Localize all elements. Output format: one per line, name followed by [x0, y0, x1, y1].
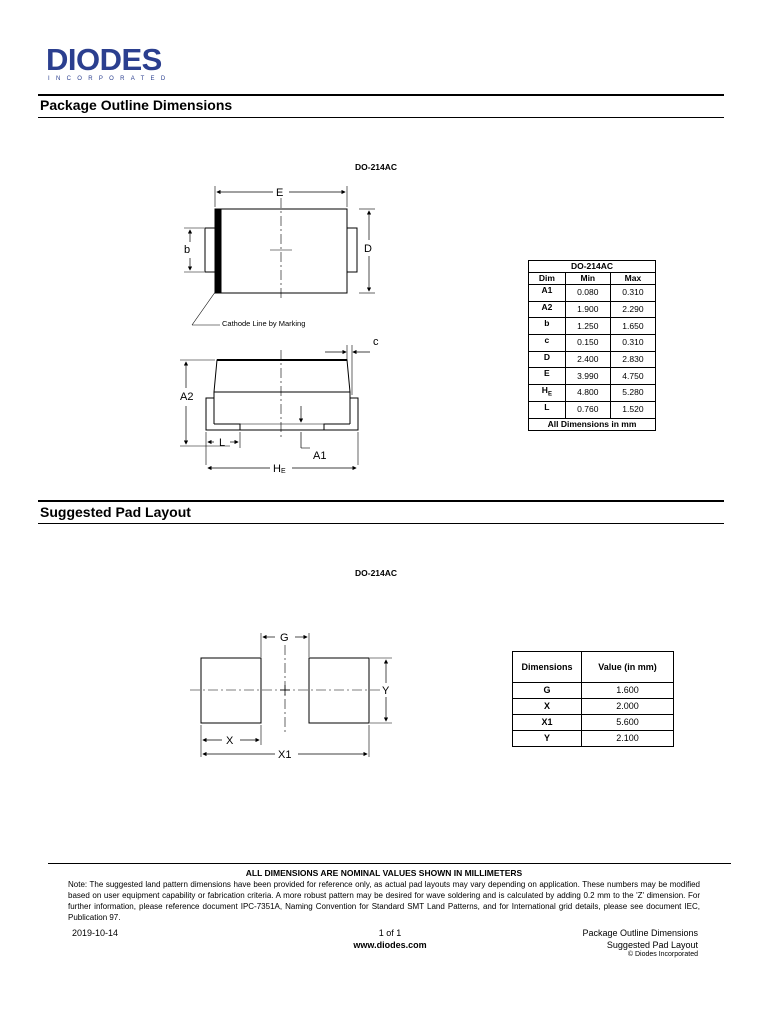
label-A2: A2 — [180, 391, 194, 403]
pad-dim-cell: X1 — [513, 715, 582, 731]
min-cell: 2.400 — [565, 351, 610, 368]
dim-cell: L — [529, 401, 566, 418]
pad-dim-header: Dimensions — [513, 652, 582, 683]
pad-table-row — [513, 683, 674, 699]
max-cell: 2.290 — [610, 301, 655, 318]
dim-cell: $H_E$ — [529, 385, 566, 402]
pad-value-cell: 2.000 — [582, 699, 674, 715]
min-cell: 1.900 — [565, 301, 610, 318]
top-view-left-lead — [205, 228, 215, 272]
dim-cell: A2 — [529, 301, 566, 318]
pad-layout-drawing — [180, 625, 410, 765]
pad-section-title: Suggested Pad Layout — [40, 504, 191, 520]
dim-cell: A1 — [529, 285, 566, 302]
max-col-header: Max — [610, 273, 655, 285]
max-cell: 5.280 — [610, 385, 655, 402]
max-cell: 2.830 — [610, 351, 655, 368]
label-E: E — [276, 187, 284, 199]
section-rule-top — [38, 94, 724, 96]
cathode-band — [215, 209, 221, 293]
pad-section-rule-top — [38, 500, 724, 502]
notes-title: ALL DIMENSIONS ARE NOMINAL VALUES SHOWN IN MILLIMETERS — [245, 868, 523, 878]
dim-table-row — [529, 351, 656, 368]
pad-table-row — [513, 699, 674, 715]
dim-table-row — [529, 335, 656, 352]
max-cell: 4.750 — [610, 368, 655, 385]
package-outline-drawing — [170, 180, 410, 480]
dim-cell: c — [529, 335, 566, 352]
max-cell: 0.310 — [610, 285, 655, 302]
logo-wordmark: DIODES — [46, 42, 162, 77]
dim-cell: b — [529, 318, 566, 335]
pad-table-row — [513, 731, 674, 747]
min-cell: 4.800 — [565, 385, 610, 402]
min-cell: 0.760 — [565, 401, 610, 418]
pad-section-rule-bottom — [38, 523, 724, 524]
outline-section-title: Package Outline Dimensions — [40, 97, 233, 113]
pad-dim-cell: G — [513, 683, 582, 699]
max-cell: 1.650 — [610, 318, 655, 335]
pad-package-label: DO-214AC — [355, 568, 398, 578]
section-rule-bottom — [38, 117, 724, 118]
dim-col-header: Dim — [529, 273, 566, 285]
footer-website[interactable]: www.diodes.com — [353, 940, 427, 950]
label-X1: X1 — [278, 749, 292, 761]
dim-table-row — [529, 318, 656, 335]
dim-table-row — [529, 285, 656, 302]
footer-doc-line2: Suggested Pad Layout — [606, 940, 698, 950]
label-D: D — [364, 243, 372, 255]
pad-dimension-table — [512, 651, 674, 747]
pad-table-body — [513, 683, 674, 747]
label-b: b — [184, 244, 191, 256]
logo-subtitle: INCORPORATED — [48, 76, 172, 82]
min-cell: 3.990 — [565, 368, 610, 385]
label-Y: Y — [382, 685, 390, 697]
label-HE: HE — [273, 463, 286, 475]
side-view-body — [214, 360, 350, 392]
footer-date: 2019-10-14 — [72, 928, 119, 938]
notes-rule — [48, 863, 731, 864]
min-cell: 0.080 — [565, 285, 610, 302]
label-A1: A1 — [313, 450, 327, 462]
pad-dim-cell: X — [513, 699, 582, 715]
label-L: L — [219, 437, 226, 449]
outline-package-label: DO-214AC — [355, 162, 398, 172]
dim-table-footer: All Dimensions in mm — [529, 418, 656, 430]
footer-copyright: © Diodes Incorporated — [627, 951, 698, 958]
pad-table-row — [513, 715, 674, 731]
right-pad — [309, 658, 369, 723]
top-view-right-lead — [347, 228, 357, 272]
min-cell: 0.150 — [565, 335, 610, 352]
dim-table-title: DO-214AC — [529, 261, 656, 273]
dim-table-row — [529, 401, 656, 418]
max-cell: 1.520 — [610, 401, 655, 418]
diodes-logo — [46, 44, 186, 84]
pad-value-cell: 2.100 — [582, 731, 674, 747]
dim-table-row — [529, 385, 656, 402]
notes-text: Note: The suggested land pattern dimensions have been provided for reference only, as actual pad layouts may vary depending on application. These numbers may be modified based on user equipment capability or fabrication criteria. A more robust pattern may be desired for wave soldering and is calculated by adding 0.2 mm to the 'Z' dimension. For further information, please reference document IPC-7351A, Naming Convention for Standard SMT Land Patterns, and for International grid details, please see document IEC, Publication 97. — [68, 880, 700, 922]
footer-page: 1 of 1 — [378, 928, 402, 938]
dim-cell: D — [529, 351, 566, 368]
label-G: G — [280, 632, 289, 644]
dim-table-row — [529, 368, 656, 385]
min-col-header: Min — [565, 273, 610, 285]
label-c: c — [373, 336, 379, 348]
pad-value-cell: 1.600 — [582, 683, 674, 699]
pad-value-header: Value (in mm) — [582, 652, 674, 683]
max-cell: 0.310 — [610, 335, 655, 352]
dim-cell: E — [529, 368, 566, 385]
dim-table-row — [529, 301, 656, 318]
left-pad — [201, 658, 261, 723]
dimension-table — [528, 260, 656, 431]
pad-value-cell: 5.600 — [582, 715, 674, 731]
min-cell: 1.250 — [565, 318, 610, 335]
dim-table-body — [529, 285, 656, 419]
label-X: X — [226, 735, 234, 747]
footer-doc-line1: Package Outline Dimensions — [582, 928, 698, 938]
cathode-note: Cathode Line by Marking — [222, 319, 306, 328]
pad-dim-cell: Y — [513, 731, 582, 747]
